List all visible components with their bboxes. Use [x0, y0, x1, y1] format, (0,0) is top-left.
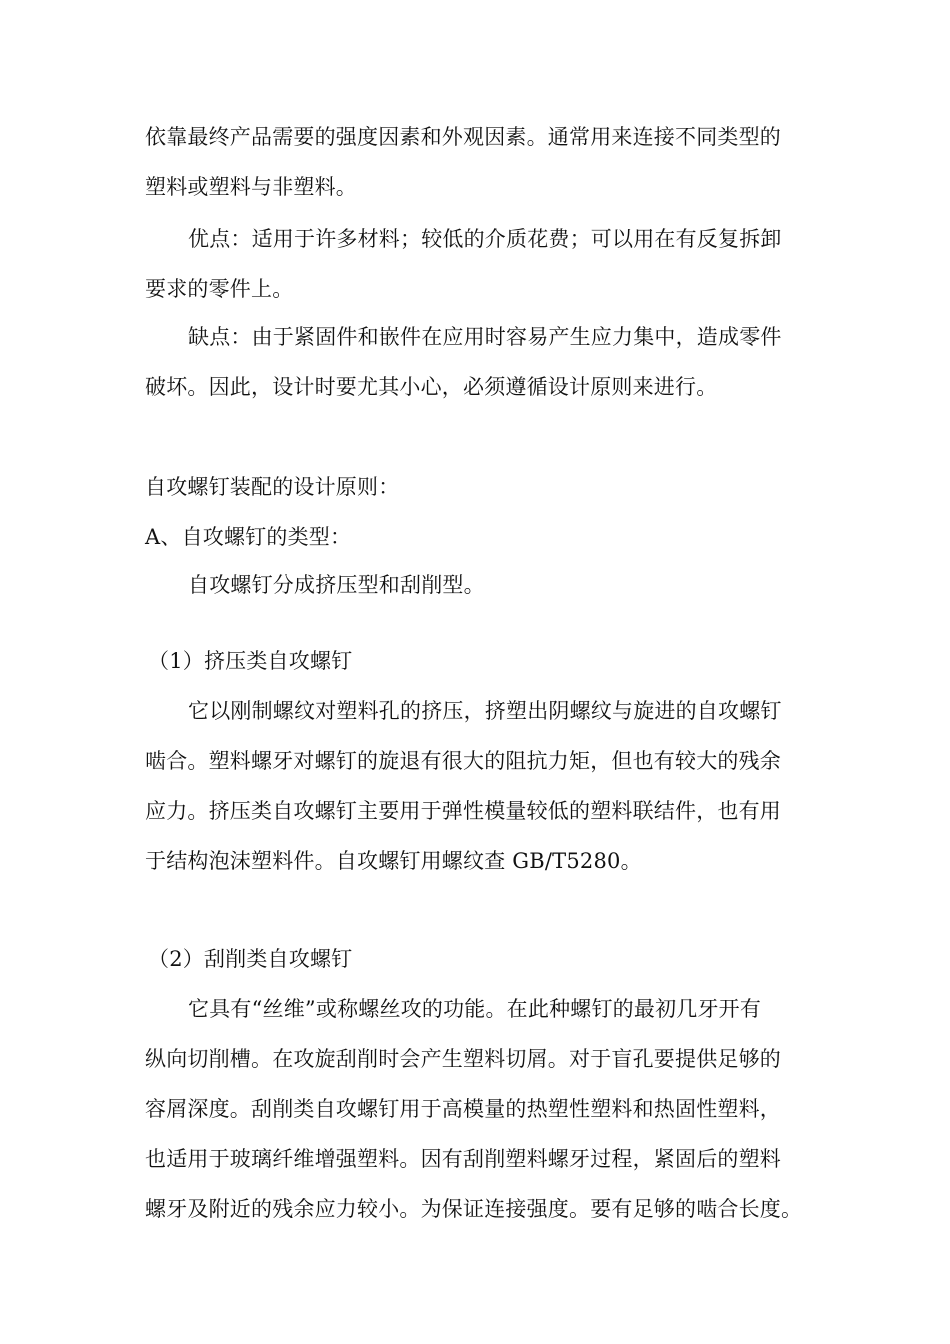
- text-line: 自攻螺钉分成挤压型和刮削型。: [188, 573, 485, 597]
- text-line: 容屑深度。刮削类自攻螺钉用于高模量的热塑性塑料和热固性塑料，: [145, 1097, 781, 1121]
- text-line: 要求的零件上。: [145, 277, 294, 301]
- section-heading: 自攻螺钉装配的设计原则：: [145, 475, 400, 499]
- item-heading: （1）挤压类自攻螺钉: [148, 649, 353, 673]
- item-heading: （2）刮削类自攻螺钉: [148, 947, 353, 971]
- text-line: 它具有“丝维”或称螺丝攻的功能。在此种螺钉的最初几牙开有: [188, 997, 762, 1021]
- text-line: 它以刚制螺纹对塑料孔的挤压，挤塑出阴螺纹与旋进的自攻螺钉: [188, 699, 782, 723]
- subsection-heading: A、自攻螺钉的类型：: [145, 525, 352, 549]
- text-line: 也适用于玻璃纤维增强塑料。因有刮削塑料螺牙过程，紧固后的塑料: [145, 1147, 781, 1171]
- text-line: 应力。挤压类自攻螺钉主要用于弹性模量较低的塑料联结件，也有用: [145, 799, 781, 823]
- text-line: 塑料或塑料与非塑料。: [145, 175, 357, 199]
- text-line: 破坏。因此，设计时要尤其小心，必须遵循设计原则来进行。: [145, 375, 718, 399]
- text-line: 螺牙及附近的残余应力较小。为保证连接强度。要有足够的啮合长度。: [145, 1197, 803, 1221]
- text-line: 啮合。塑料螺牙对螺钉的旋退有很大的阻抗力矩，但也有较大的残余: [145, 749, 781, 773]
- text-line: 纵向切削槽。在攻旋刮削时会产生塑料切屑。对于盲孔要提供足够的: [145, 1047, 781, 1071]
- text-line: 于结构泡沫塑料件。自攻螺钉用螺纹查 GB/T5280。: [145, 849, 642, 873]
- text-line: 依靠最终产品需要的强度因素和外观因素。通常用来连接不同类型的: [145, 125, 781, 149]
- text-line: 优点：适用于许多材料；较低的介质花费；可以用在有反复拆卸: [188, 227, 782, 251]
- text-line: 缺点：由于紧固件和嵌件在应用时容易产生应力集中，造成零件: [188, 325, 782, 349]
